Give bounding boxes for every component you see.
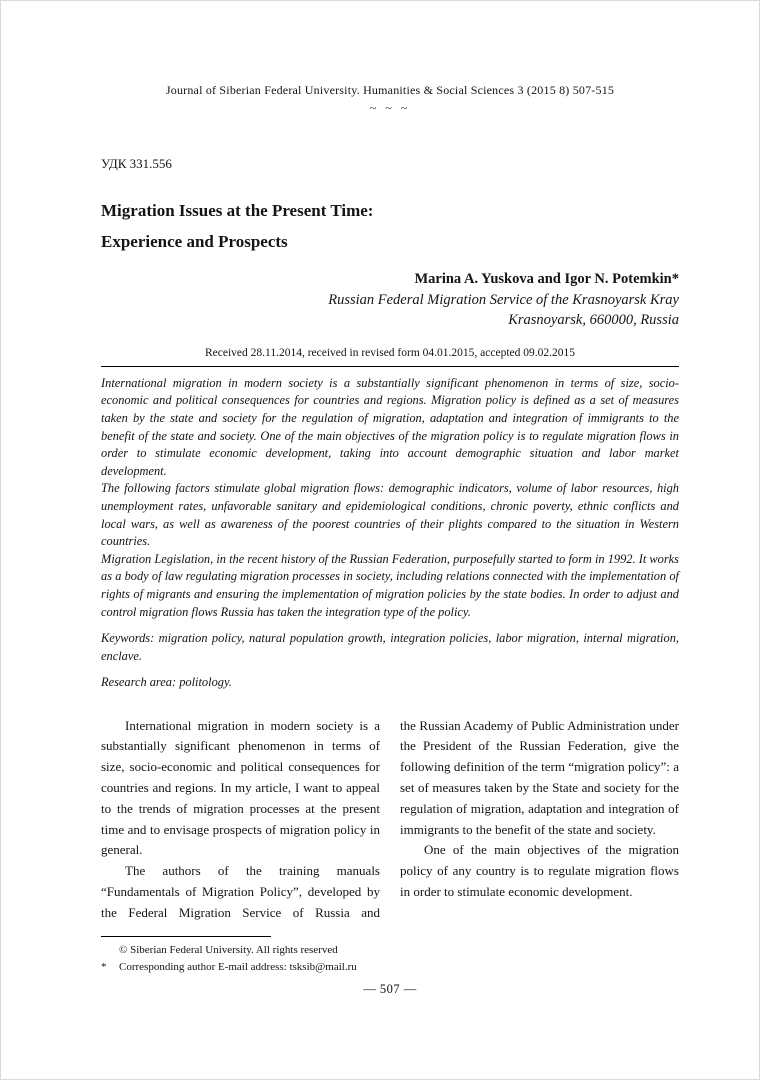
footnotes bbox=[101, 936, 679, 976]
footnote-corresponding-author bbox=[101, 959, 679, 976]
body-paragraph: the Russian Academy of Public Administration under the President of the Russian Federation, give the following definition of the term “migration policy”: a set of measures taken by the State and society for the regulation of migration, adaptation and integration of immigrants to the benefit of the state and society. bbox=[400, 717, 679, 837]
article-title-line-1: Migration Issues at the Present Time: bbox=[101, 201, 374, 220]
footnote-asterisk-marker: * bbox=[101, 960, 107, 973]
footnote-rule bbox=[101, 936, 271, 937]
received-dates: Received 28.11.2014, received in revised form 04.01.2015, accepted 09.02.2015 bbox=[101, 347, 679, 367]
authors-line: Marina A. Yuskova and Igor N. Potemkin* bbox=[414, 271, 679, 288]
abstract-paragraph-1: International migration in modern society is a substantially significant phenomenon in terms of size, socio-economic and political consequences for countries and regions. Migration policy is defined as a set of measures taken by the state and society for the regulation of migration, adaptation and integration of immigrants to the benefit of the state and society. One of the main objectives of the migration policy is to regulate migration flows in order to stimulate economic development, taking into account demographic situation and labor market development. bbox=[101, 375, 679, 478]
research-area-line: Research area: politology. bbox=[101, 674, 232, 689]
abstract bbox=[101, 375, 679, 622]
body-right-column bbox=[400, 716, 679, 924]
body-left-column bbox=[101, 716, 380, 924]
udk-code: УДК 331.556 bbox=[101, 156, 172, 171]
tilde-separator: ~ ~ ~ bbox=[369, 101, 411, 115]
affiliation-line-1: Russian Federal Migration Service of the Krasnoyarsk Kray bbox=[328, 292, 679, 309]
abstract-paragraph-3: Migration Legislation, in the recent history of the Russian Federation, purposefully started to form in 1992. It works as a body of law regulating migration processes in society, including relations connected with the implementation of rights of migrants and ensuring the implementation of migration policies by the state bodies. In order to adjust and control migration flows Russia has taken the integration type of the policy. bbox=[101, 551, 679, 619]
body-paragraph: The authors of the training manuals “Fundamentals of Migration Policy”, developed by the Federal Migration Service of Russia and bbox=[101, 863, 380, 920]
footnote-corresponding-text: Corresponding author E-mail address: tsksib@mail.ru bbox=[119, 960, 357, 973]
journal-header: Journal of Siberian Federal University. Humanities & Social Sciences 3 (2015 8) 507-515 bbox=[165, 83, 615, 97]
page-number: — 507 — bbox=[363, 981, 417, 996]
abstract-paragraph-2: The following factors stimulate global migration flows: demographic indicators, volume of labor resources, high unemployment rates, unfavorable sanitary and epidemiological conditions, chronic poverty, ethnic conflicts and local wars, as well as awareness of the poorest countries of their plights compared to the situation in Western countries. bbox=[101, 481, 679, 549]
footnote-copyright-text: © Siberian Federal University. All rights reserved bbox=[119, 943, 338, 956]
article-title bbox=[101, 196, 679, 257]
affiliation bbox=[101, 290, 679, 331]
footnote-marker-empty bbox=[101, 942, 119, 959]
article-body bbox=[101, 716, 679, 924]
article-title-line-2: Experience and Prospects bbox=[101, 231, 288, 251]
keywords-line: Keywords: migration policy, natural population growth, integration policies, labor migration, internal migration, enclave. bbox=[101, 631, 679, 663]
affiliation-line-2: Krasnoyarsk, 660000, Russia bbox=[508, 312, 679, 329]
footnote-copyright bbox=[101, 942, 679, 959]
body-paragraph: International migration in modern society is a substantially significant phenomenon in terms of size, socio-economic and political consequences for countries and regions. In my article, I want to appeal to the trends of migration processes at the present time and to envisage prospects of migration policy in general. bbox=[101, 717, 380, 858]
body-paragraph: One of the main objectives of the migration policy of any country is to regulate migration flows in order to stimulate economic development. bbox=[400, 842, 679, 899]
